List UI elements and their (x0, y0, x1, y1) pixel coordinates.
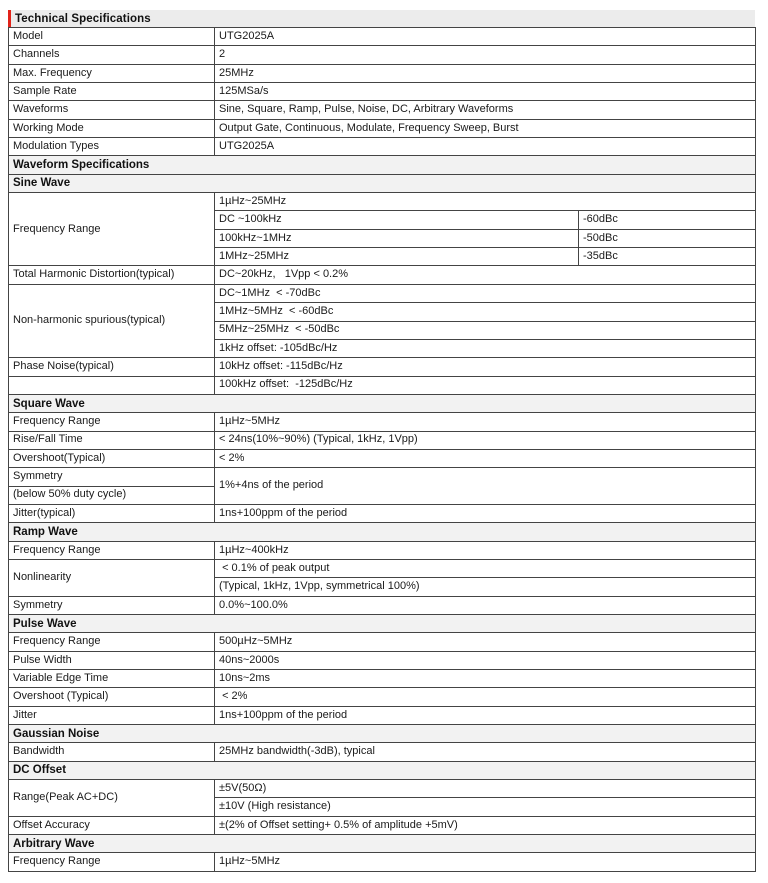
spec-value-cell: Sine, Square, Ramp, Pulse, Noise, DC, Arbitrary Waveforms (215, 101, 756, 119)
spec-label-cell: Bandwidth (9, 743, 215, 761)
spec-row (9, 64, 756, 82)
section-header-cell: Ramp Wave (9, 523, 756, 541)
spec-value-cell: 100kHz~1MHz (215, 229, 579, 247)
spec-row (9, 596, 756, 614)
spec-value-cell: DC ~100kHz (215, 211, 579, 229)
spec-value-cell: < 0.1% of peak output (215, 559, 756, 577)
spec-value-cell: 500µHz~5MHz (215, 633, 756, 651)
spec-value-cell: 2 (215, 46, 756, 64)
spec-label-cell: Jitter (9, 706, 215, 724)
spec-row (9, 559, 756, 577)
spec-label-cell: Frequency Range (9, 541, 215, 559)
spec-value-cell: ±(2% of Offset setting+ 0.5% of amplitude +5mV) (215, 816, 756, 834)
spec-label-cell: Frequency Range (9, 193, 215, 266)
spec-value-cell: UTG2025A (215, 138, 756, 156)
spec-row (9, 688, 756, 706)
spec-row (9, 413, 756, 431)
spec-row (9, 358, 756, 376)
spec-label-cell: Max. Frequency (9, 64, 215, 82)
section-row (9, 394, 756, 412)
spec-label-cell: Working Mode (9, 119, 215, 137)
spec-row (9, 28, 756, 46)
spec-label-cell: Variable Edge Time (9, 670, 215, 688)
spec-value-cell: 1ns+100ppm of the period (215, 706, 756, 724)
spec-value-cell: 40ns~2000s (215, 651, 756, 669)
section-header-cell: Gaussian Noise (9, 725, 756, 743)
spec-value-cell: 1MHz~25MHz (215, 248, 579, 266)
spec-value-cell: 1µHz~5MHz (215, 853, 756, 871)
spec-value-cell: 0.0%~100.0% (215, 596, 756, 614)
spec-value-cell: 1µHz~400kHz (215, 541, 756, 559)
spec-value-cell: 1kHz offset: -105dBc/Hz (215, 339, 756, 357)
spec-label-cell: Symmetry (9, 596, 215, 614)
spec-label-cell: Non-harmonic spurious(typical) (9, 284, 215, 357)
spec-value-cell: -50dBc (579, 229, 756, 247)
spec-row (9, 504, 756, 522)
page-title: Technical Specifications (15, 12, 151, 25)
section-header-cell: Waveform Specifications (9, 156, 756, 174)
spec-value-cell: 5MHz~25MHz < -50dBc (215, 321, 756, 339)
spec-value-cell: ±5V(50Ω) (215, 780, 756, 798)
spec-label-cell: Model (9, 28, 215, 46)
spec-label-cell: Rise/Fall Time (9, 431, 215, 449)
spec-label-cell: Symmetry (9, 468, 215, 486)
spec-label-cell: Waveforms (9, 101, 215, 119)
spec-label-cell: Overshoot (Typical) (9, 688, 215, 706)
spec-table-body (9, 28, 756, 872)
section-header-cell: Arbitrary Wave (9, 835, 756, 853)
spec-value-cell: 10kHz offset: -115dBc/Hz (215, 358, 756, 376)
spec-label-cell (9, 376, 215, 394)
spec-value-cell: Output Gate, Continuous, Modulate, Frequency Sweep, Burst (215, 119, 756, 137)
spec-row (9, 449, 756, 467)
spec-row (9, 651, 756, 669)
spec-value-cell: -35dBc (579, 248, 756, 266)
spec-value-cell: 1ns+100ppm of the period (215, 504, 756, 522)
spec-row (9, 284, 756, 302)
spec-label-cell: Offset Accuracy (9, 816, 215, 834)
spec-row (9, 706, 756, 724)
spec-row (9, 193, 756, 211)
spec-value-cell: 1µHz~25MHz (215, 193, 756, 211)
spec-row (9, 431, 756, 449)
spec-row (9, 266, 756, 284)
spec-value-cell: DC~20kHz, 1Vpp < 0.2% (215, 266, 756, 284)
section-header-cell: Pulse Wave (9, 615, 756, 633)
spec-row (9, 780, 756, 798)
spec-row (9, 138, 756, 156)
section-row (9, 156, 756, 174)
section-header-cell: Sine Wave (9, 174, 756, 192)
spec-label-cell: Jitter(typical) (9, 504, 215, 522)
spec-row (9, 743, 756, 761)
spec-value-cell: 1MHz~5MHz < -60dBc (215, 303, 756, 321)
spec-label-cell: Range(Peak AC+DC) (9, 780, 215, 817)
section-row (9, 725, 756, 743)
spec-row (9, 468, 756, 486)
section-row (9, 761, 756, 779)
spec-label-cell: Frequency Range (9, 633, 215, 651)
spec-value-cell: 25MHz bandwidth(-3dB), typical (215, 743, 756, 761)
spec-value-cell: 100kHz offset: -125dBc/Hz (215, 376, 756, 394)
section-row (9, 835, 756, 853)
section-row (9, 174, 756, 192)
spec-label-cell: Frequency Range (9, 413, 215, 431)
spec-row (9, 376, 756, 394)
section-header-cell: Square Wave (9, 394, 756, 412)
section-header-cell: DC Offset (9, 761, 756, 779)
spec-label-cell: Pulse Width (9, 651, 215, 669)
spec-row (9, 101, 756, 119)
spec-row (9, 46, 756, 64)
spec-value-cell: < 2% (215, 688, 756, 706)
spec-row (9, 119, 756, 137)
spec-row (9, 83, 756, 101)
spec-label-cell: Sample Rate (9, 83, 215, 101)
document-title-bar (8, 10, 755, 27)
spec-label-cell: Phase Noise(typical) (9, 358, 215, 376)
spec-label-cell: Total Harmonic Distortion(typical) (9, 266, 215, 284)
spec-value-cell: 10ns~2ms (215, 670, 756, 688)
spec-label-cell: (below 50% duty cycle) (9, 486, 215, 504)
spec-value-cell: -60dBc (579, 211, 756, 229)
spec-value-cell: 25MHz (215, 64, 756, 82)
spec-label-cell: Frequency Range (9, 853, 215, 871)
spec-row (9, 853, 756, 871)
spec-value-cell: DC~1MHz < -70dBc (215, 284, 756, 302)
section-row (9, 615, 756, 633)
spec-value-cell: 1µHz~5MHz (215, 413, 756, 431)
spec-label-cell: Modulation Types (9, 138, 215, 156)
spec-value-cell: 1%+4ns of the period (215, 468, 756, 505)
spec-row (9, 541, 756, 559)
section-row (9, 523, 756, 541)
spec-label-cell: Overshoot(Typical) (9, 449, 215, 467)
spec-value-cell: < 24ns(10%~90%) (Typical, 1kHz, 1Vpp) (215, 431, 756, 449)
spec-row (9, 633, 756, 651)
spec-label-cell: Channels (9, 46, 215, 64)
spec-row (9, 816, 756, 834)
spec-row (9, 670, 756, 688)
spec-value-cell: 125MSa/s (215, 83, 756, 101)
spec-label-cell: Nonlinearity (9, 559, 215, 596)
spec-table (8, 27, 756, 872)
spec-value-cell: ±10V (High resistance) (215, 798, 756, 816)
spec-value-cell: UTG2025A (215, 28, 756, 46)
spec-value-cell: (Typical, 1kHz, 1Vpp, symmetrical 100%) (215, 578, 756, 596)
spec-value-cell: < 2% (215, 449, 756, 467)
